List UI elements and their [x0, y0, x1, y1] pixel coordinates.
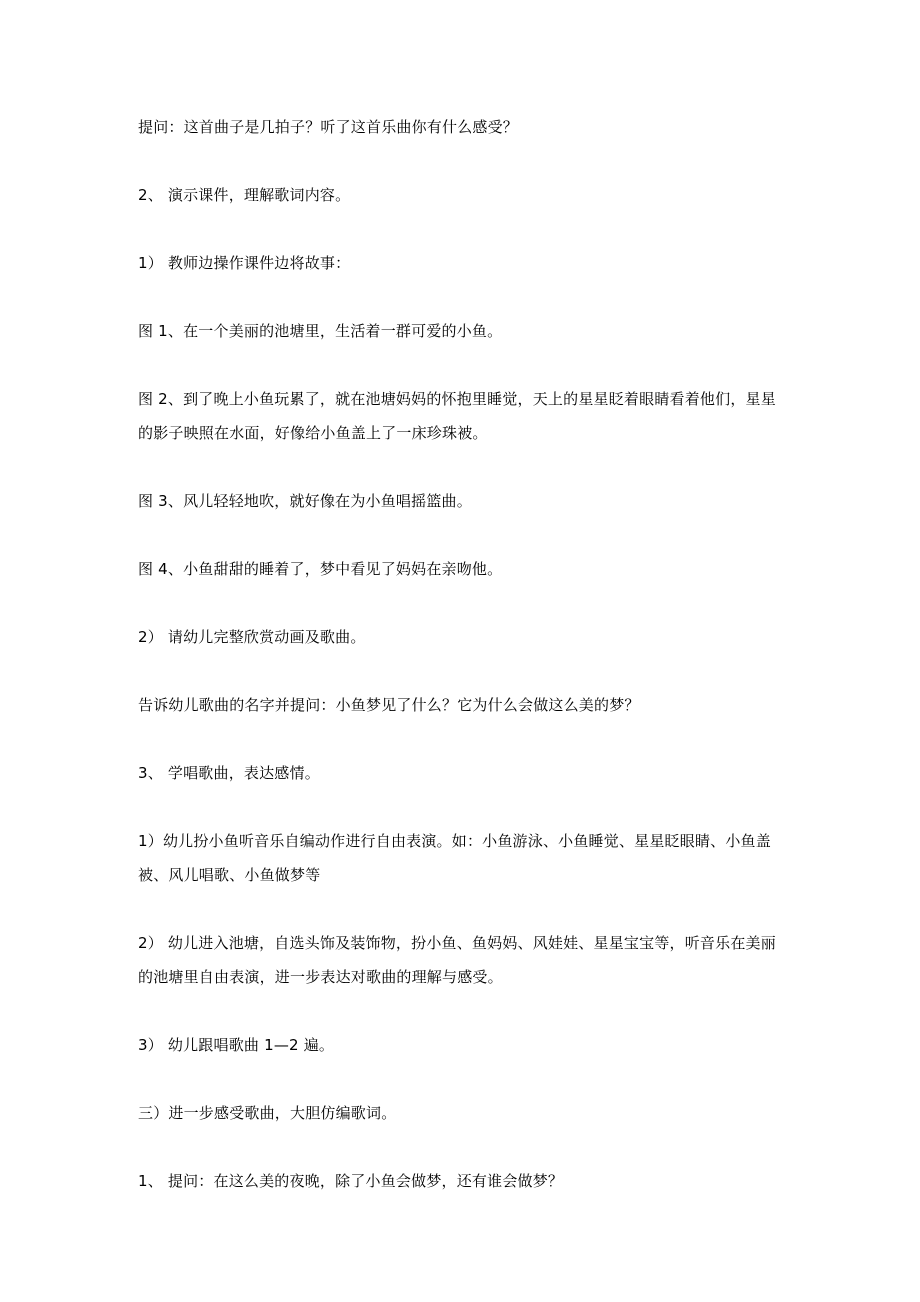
paragraph-question-beat: 提问：这首曲子是几拍子？听了这首乐曲你有什么感受？ [138, 118, 519, 136]
paragraph-figure-3: 图 3、风儿轻轻地吹，就好像在为小鱼唱摇篮曲。 [138, 492, 472, 510]
paragraph-step-2-courseware: 2、 演示课件，理解歌词内容。 [138, 186, 351, 204]
paragraph-teacher-story: 1） 教师边操作课件边将故事： [138, 254, 351, 272]
paragraph-figure-1: 图 1、在一个美丽的池塘里，生活着一群可爱的小鱼。 [138, 322, 503, 340]
paragraph-figure-2: 图 2、到了晚上小鱼玩累了，就在池塘妈妈的怀抱里睡觉，天上的星星眨着眼睛看着他们，星星的影子映照在水面，好像给小鱼盖上了一床珍珠被。 [138, 390, 776, 442]
paragraph-pond-performance: 2） 幼儿进入池塘，自选头饰及装饰物，扮小鱼、鱼妈妈、风娃娃、星星宝宝等，听音乐在美丽的池塘里自由表演，进一步表达对歌曲的理解与感受。 [138, 934, 776, 986]
paragraph-watch-animation: 2） 请幼儿完整欣赏动画及歌曲。 [138, 628, 366, 646]
paragraph-sing-along: 3） 幼儿跟唱歌曲 1—2 遍。 [138, 1036, 335, 1054]
paragraph-song-name-question: 告诉幼儿歌曲的名字并提问：小鱼梦见了什么？它为什么会做这么美的梦？ [138, 696, 640, 714]
paragraph-free-performance: 1）幼儿扮小鱼听音乐自编动作进行自由表演。如：小鱼游泳、小鱼睡觉、星星眨眼睛、小鱼盖被、风儿唱歌、小鱼做梦等 [138, 832, 771, 884]
paragraph-question-who-dreams: 1、 提问：在这么美的夜晚，除了小鱼会做梦，还有谁会做梦？ [138, 1172, 564, 1190]
paragraph-section-3: 三）进一步感受歌曲，大胆仿编歌词。 [138, 1104, 397, 1122]
paragraph-figure-4: 图 4、小鱼甜甜的睡着了，梦中看见了妈妈在亲吻他。 [138, 560, 503, 578]
paragraph-step-3-learn-song: 3、 学唱歌曲，表达感情。 [138, 764, 320, 782]
